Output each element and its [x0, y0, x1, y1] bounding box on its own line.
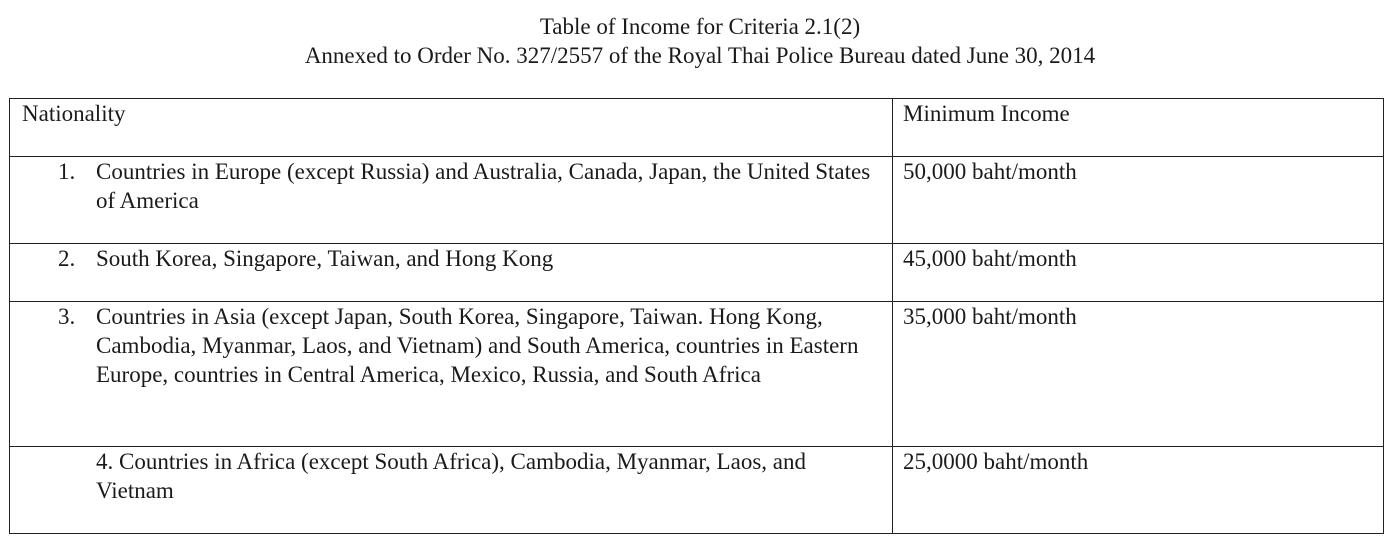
row-number: 3.: [58, 304, 76, 329]
nationality-cell: [10, 244, 893, 302]
nationality-cell: [10, 302, 893, 447]
nationality-text: Countries in Europe (except Russia) and Australia, Canada, Japan, the United States of America: [96, 159, 871, 213]
income-cell: 50,000 baht/month: [893, 157, 1384, 244]
row-number: 2.: [58, 246, 76, 271]
income-cell: 35,000 baht/month: [893, 302, 1384, 447]
row-number: 1.: [58, 159, 76, 184]
document-title: [0, 12, 1400, 70]
table-row: [10, 157, 1384, 244]
nationality-text: South Korea, Singapore, Taiwan, and Hong Kong: [96, 246, 554, 271]
title-line-1: Table of Income for Criteria 2.1(2): [539, 14, 861, 39]
nationality-cell: [10, 157, 893, 244]
table-row: [10, 447, 1384, 534]
table-row: [10, 244, 1384, 302]
table-header-row: [10, 99, 1384, 157]
nationality-cell: [10, 447, 893, 534]
income-cell: 25,0000 baht/month: [893, 447, 1384, 534]
nationality-text: Countries in Asia (except Japan, South Korea, Singapore, Taiwan. Hong Kong, Cambodia, Myanmar, Laos, and Vietnam) and South America, countries in Eastern Europe, countries in Central America, Mexico, Russia, and South Africa: [96, 304, 859, 387]
nationality-text: 4. Countries in Africa (except South Africa), Cambodia, Myanmar, Laos, and Vietnam: [96, 449, 806, 503]
header-nationality: Nationality: [10, 99, 893, 157]
income-table: [9, 98, 1384, 534]
header-minimum-income: Minimum Income: [893, 99, 1384, 157]
income-cell: 45,000 baht/month: [893, 244, 1384, 302]
table-row: [10, 302, 1384, 447]
title-line-2: Annexed to Order No. 327/2557 of the Royal Thai Police Bureau dated June 30, 2014: [304, 43, 1096, 68]
